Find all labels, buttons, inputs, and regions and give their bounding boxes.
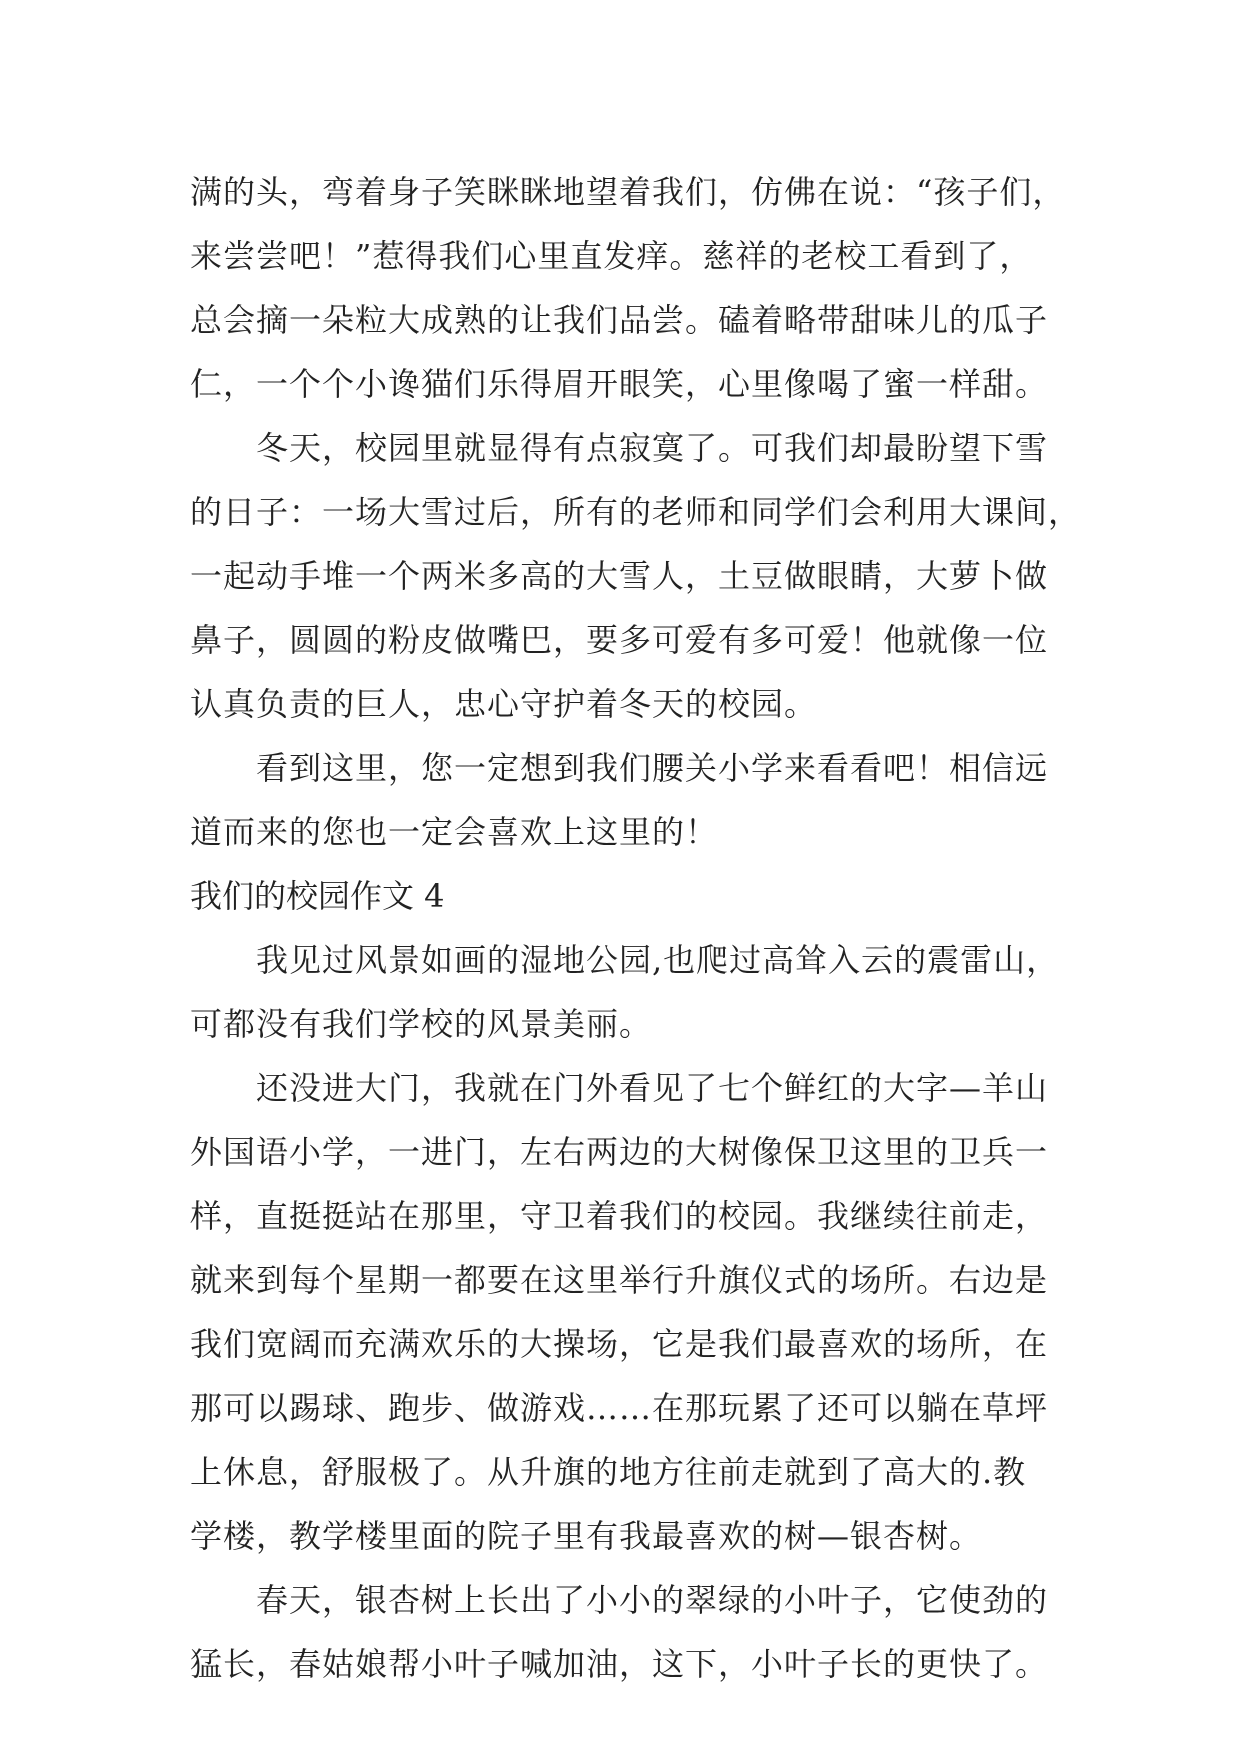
text-line: 上休息，舒服极了。从升旗的地方往前走就到了高大的.教 bbox=[190, 1453, 1027, 1491]
text-line: 学楼，教学楼里面的院子里有我最喜欢的树—银杏树。 bbox=[190, 1517, 983, 1555]
text-line: 我们宽阔而充满欢乐的大操场，它是我们最喜欢的场所，在 bbox=[190, 1325, 1049, 1363]
paragraph-first-line: 冬天，校园里就显得有点寂寞了。可我们却最盼望下雪 bbox=[256, 429, 1049, 467]
paragraph-first-line: 看到这里，您一定想到我们腰关小学来看看吧！相信远 bbox=[256, 749, 1049, 787]
text-line: 就来到每个星期一都要在这里举行升旗仪式的场所。右边是 bbox=[190, 1261, 1049, 1299]
text-line: 可都没有我们学校的风景美丽。 bbox=[190, 1005, 653, 1043]
text-line: 满的头，弯着身子笑眯眯地望着我们，仿佛在说：“孩子们， bbox=[190, 173, 1066, 211]
text-line: 仁，一个个小谗猫们乐得眉开眼笑，心里像喝了蜜一样甜。 bbox=[190, 365, 1049, 403]
text-line: 那可以踢球、跑步、做游戏……在那玩累了还可以躺在草坪 bbox=[190, 1389, 1049, 1427]
text-line: 道而来的您也一定会喜欢上这里的！ bbox=[190, 813, 719, 851]
text-line: 认真负责的巨人，忠心守护着冬天的校园。 bbox=[190, 685, 818, 723]
text-line: 来尝尝吧！”惹得我们心里直发痒。慈祥的老校工看到了， bbox=[190, 237, 1033, 275]
text-line: 一起动手堆一个两米多高的大雪人，土豆做眼睛，大萝卜做 bbox=[190, 557, 1049, 595]
text-line: 总会摘一朵粒大成熟的让我们品尝。磕着略带甜味儿的瓜子 bbox=[190, 301, 1049, 339]
text-line: 外国语小学，一进门，左右两边的大树像保卫这里的卫兵一 bbox=[190, 1133, 1049, 1171]
text-line: 样，直挺挺站在那里，守卫着我们的校园。我继续往前走， bbox=[190, 1197, 1049, 1235]
paragraph-first-line: 我见过风景如画的湿地公园,也爬过高耸入云的震雷山， bbox=[256, 941, 1060, 979]
document-page bbox=[190, 160, 1082, 1696]
text-line: 鼻子，圆圆的粉皮做嘴巴，要多可爱有多可爱！他就像一位 bbox=[190, 621, 1049, 659]
text-line: 猛长，春姑娘帮小叶子喊加油，这下，小叶子长的更快了。 bbox=[190, 1645, 1049, 1683]
paragraph-first-line: 春天，银杏树上长出了小小的翠绿的小叶子，它使劲的 bbox=[256, 1581, 1049, 1619]
text-line: 的日子：一场大雪过后，所有的老师和同学们会利用大课间， bbox=[190, 493, 1082, 531]
paragraph-first-line: 还没进大门，我就在门外看见了七个鲜红的大字—羊山 bbox=[256, 1069, 1049, 1107]
section-heading: 我们的校园作文 4 bbox=[190, 877, 445, 915]
